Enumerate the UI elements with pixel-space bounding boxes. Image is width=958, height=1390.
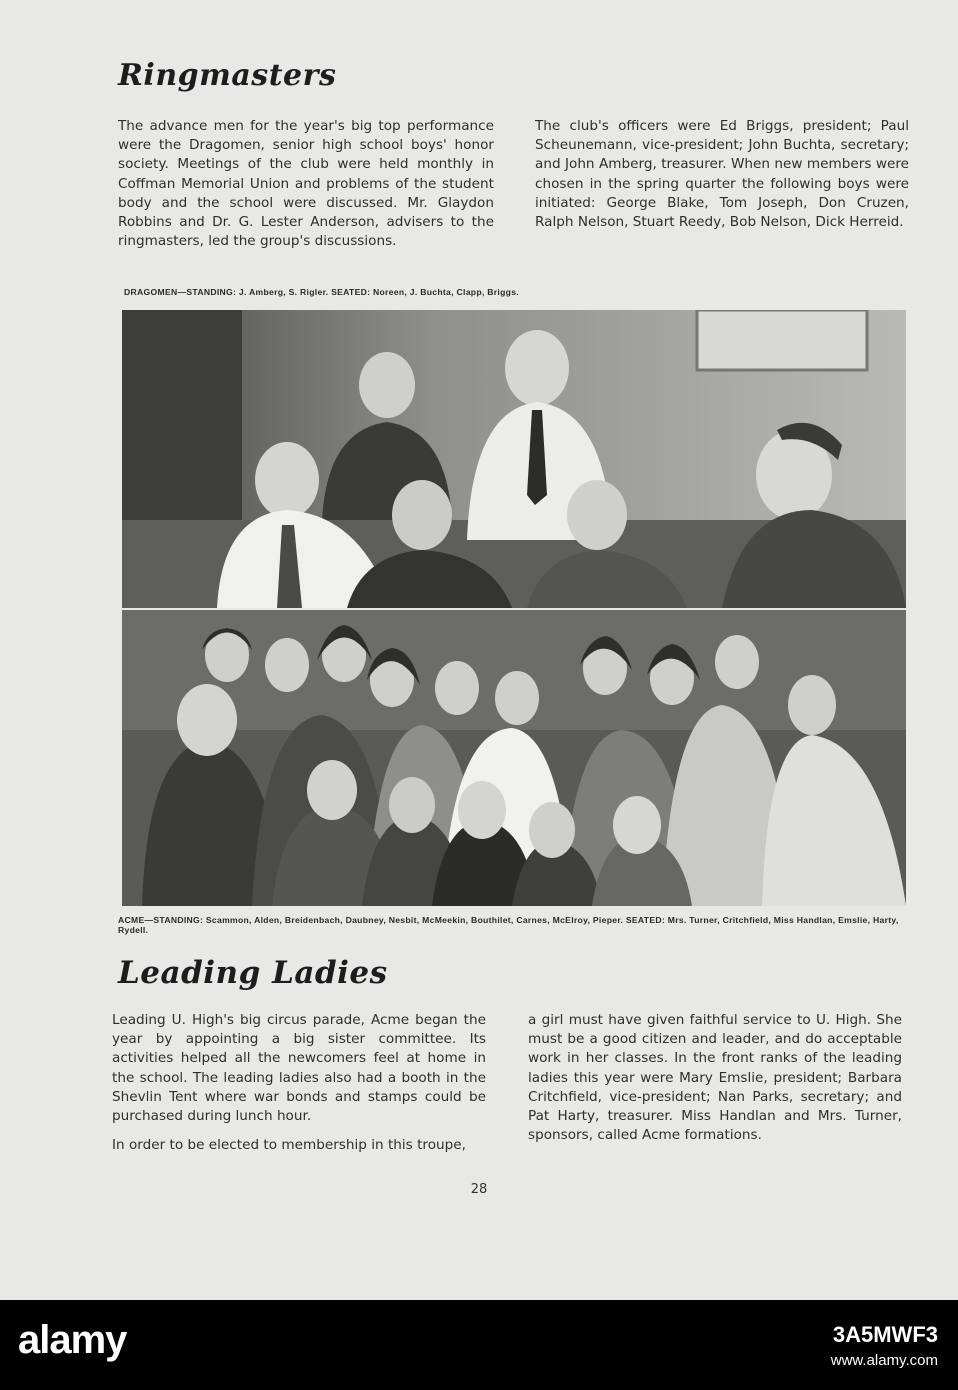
ringmasters-left-column: [118, 117, 494, 261]
ringmasters-left-text: The advance men for the year's big top performance were the Dragomen, senior high school boys' honor society. Meetings of the club were held monthly in Coffman Memorial Union and problems of the student body and the school were discussed. Mr. Glaydon Robbins and Dr. G. Lester Anderson, advisers to the ringmasters, led the group's discussions.: [118, 118, 494, 250]
leading-ladies-heading: Leading Ladies: [118, 955, 388, 991]
dragomen-caption: DRAGOMEN—STANDING: J. Amberg, S. Rigler. SEATED: Noreen, J. Buchta, Clapp, Briggs.: [124, 287, 519, 297]
watermark-footer: [0, 1300, 958, 1390]
leading-ladies-left-text-1: Leading U. High's big circus parade, Acme began the year by appointing a big sister committee. Its activities helped all the newcomers feel at home in the school. The leading ladies also had a booth in the Shevlin Tent where war bonds and stamps could be purchased during lunch hour.: [112, 1012, 486, 1125]
leading-ladies-right-column: [528, 1011, 902, 1155]
image-id: 3A5MWF3: [832, 1322, 938, 1347]
ringmasters-right-text: The club's officers were Ed Briggs, president; Paul Scheunemann, vice-president; John Buchta, secretary; and John Amberg, treasurer. When new members were chosen in the spring quarter the following boys were initiated: George Blake, Tom Joseph, Don Cruzen, Ralph Nelson, Stuart Reedy, Bob Nelson, Dick Herreid.: [535, 118, 909, 231]
leading-ladies-right-text: a girl must have given faithful service to U. High. She must be a good citizen and leader, and do acceptable work in her classes. In the front ranks of the leading ladies this year were Mary Emslie, president; Barbara Critchfield, vice-president; Nan Parks, secretary; and Pat Harty, treasurer. Miss Handlan and Mrs. Turner, sponsors, called Acme formations.: [528, 1012, 902, 1144]
site-url[interactable]: www.alamy.com: [830, 1352, 938, 1369]
page-number: 28: [470, 1182, 488, 1197]
leading-ladies-left-text-2: In order to be elected to membership in this troupe,: [112, 1137, 466, 1154]
brand-logo: alamy: [18, 1318, 127, 1362]
leading-ladies-left-column: [112, 1011, 486, 1165]
ringmasters-heading: Ringmasters: [118, 58, 337, 93]
acme-group-photo: [122, 610, 906, 906]
dragomen-group-photo: [122, 310, 906, 608]
acme-caption: ACME—STANDING: Scammon, Alden, Breidenbach, Daubney, Nesbit, McMeekin, Bouthilet, Carnes, McElroy, Pieper. SEATED: Mrs. Turner, Critchfield, Miss Handlan, Emslie, Harty, Rydell.: [118, 915, 899, 935]
ringmasters-right-column: [535, 117, 909, 242]
